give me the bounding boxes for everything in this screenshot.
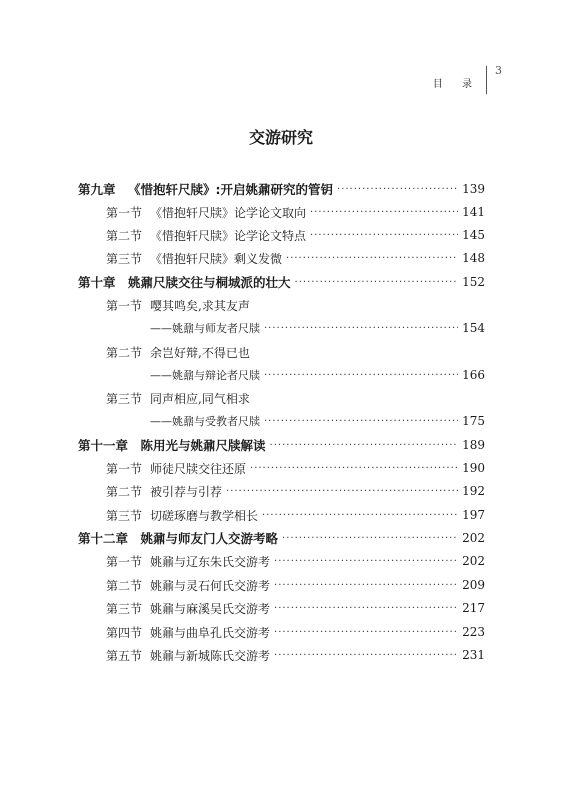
toc-entry-title: 《惜抱轩尺牍》论学论文特点 — [150, 228, 307, 243]
toc-entry-title: 师徒尺牍交往还原 — [150, 461, 247, 476]
toc-entry-label — [106, 507, 258, 524]
toc-section-entry[interactable] — [78, 482, 485, 500]
dot-leader — [310, 207, 458, 218]
toc-entry-number: 第九章 — [78, 182, 116, 197]
toc-entry-title: 姚鼐与师友门人交游考略 — [140, 531, 279, 546]
toc-entry-label — [106, 390, 250, 407]
toc-entry-number: 第一节 — [106, 205, 143, 220]
toc-chapter-entry[interactable] — [78, 273, 485, 291]
toc-entry-label — [106, 297, 250, 314]
toc-page-number: 154 — [462, 321, 485, 335]
running-header-text: 目 录 — [432, 79, 480, 90]
toc-entry-label — [150, 413, 260, 429]
toc-subtitle-entry[interactable] — [78, 366, 485, 384]
toc-entry-label — [150, 367, 260, 383]
toc-entry-label — [78, 529, 278, 547]
toc-entry-title: ——姚鼐与辩论者尺牍 — [150, 369, 260, 382]
toc-entry-title: 姚鼐与麻溪吴氏交游考 — [150, 601, 271, 616]
toc-entry-number: 第五节 — [106, 648, 143, 663]
toc-page-number: 231 — [462, 648, 485, 662]
toc-entry-title: 《惜抱轩尺牍》剩义发微 — [150, 251, 283, 266]
toc-entry-title: 嘤其鸣矣,求其友声 — [150, 298, 250, 313]
dot-leader — [295, 277, 459, 288]
toc-entry-number: 第二节 — [106, 228, 143, 243]
toc-entry-label — [106, 647, 270, 664]
dot-leader — [264, 370, 458, 381]
toc-chapter-entry[interactable] — [78, 180, 485, 198]
toc-page-number: 209 — [462, 578, 485, 592]
toc-section-entry[interactable] — [78, 506, 485, 524]
toc-entry-label — [78, 273, 291, 291]
toc-entry-label — [78, 436, 266, 454]
toc-page-number: 223 — [462, 625, 485, 639]
part-title: 交游研究 — [248, 128, 313, 147]
toc-entry-title: ——姚鼐与受教者尺牍 — [150, 415, 260, 428]
dot-leader — [226, 486, 458, 497]
dot-leader — [274, 650, 458, 661]
toc-section-entry[interactable] — [78, 599, 485, 617]
toc-entry-number: 第十一章 — [78, 438, 129, 453]
toc-entry-label — [106, 600, 270, 617]
toc-entry-label — [106, 250, 282, 267]
toc-entry-title: 切磋琢磨与教学相长 — [150, 508, 259, 523]
toc-entry-title: 《惜抱轩尺牍》论学论文取向 — [150, 205, 307, 220]
toc-entry-label — [106, 624, 270, 641]
toc-entry-number: 第三节 — [106, 251, 143, 266]
dot-leader — [282, 533, 458, 544]
toc-entry-number: 第一节 — [106, 298, 143, 313]
toc-entry-label — [106, 204, 306, 221]
toc-page-number: 217 — [462, 601, 485, 615]
toc-chapter-entry[interactable] — [78, 529, 485, 547]
dot-leader — [310, 230, 458, 241]
toc-page-number: 192 — [462, 484, 485, 498]
toc-entry-title: 姚鼐与新城陈氏交游考 — [150, 648, 271, 663]
toc-entry-label — [106, 460, 246, 477]
toc-entry-title: 余岂好辩,不得已也 — [150, 345, 250, 360]
toc-entry-title: 被引荐与引荐 — [150, 484, 223, 499]
toc-section-entry[interactable] — [78, 576, 485, 594]
toc-page-number: 141 — [462, 205, 485, 219]
dot-leader — [274, 580, 458, 591]
toc-entry-label — [106, 227, 306, 244]
toc-page-number: 148 — [462, 251, 485, 265]
toc-section-entry[interactable] — [78, 552, 485, 570]
header-divider — [486, 66, 487, 94]
toc-page-number: 152 — [462, 275, 485, 289]
toc-page-number: 166 — [462, 368, 485, 382]
dot-leader — [337, 184, 458, 195]
dot-leader — [250, 463, 458, 474]
toc-section-entry[interactable] — [78, 249, 485, 267]
toc-entry-title: 陈用光与姚鼐尺牍解读 — [140, 438, 266, 453]
toc-entry-number: 第三节 — [106, 508, 143, 523]
toc-section-entry[interactable] — [78, 459, 485, 477]
toc-section-entry[interactable] — [78, 646, 485, 664]
toc-section-entry[interactable] — [78, 623, 485, 641]
toc-entry-label — [106, 577, 270, 594]
toc-section-entry[interactable] — [78, 343, 485, 361]
page-number: 3 — [495, 64, 502, 77]
toc-entry-title: 姚鼐与灵石何氏交游考 — [150, 578, 271, 593]
toc-page-number: 190 — [462, 461, 485, 475]
toc-entry-number: 第三节 — [106, 391, 143, 406]
toc-page-number: 145 — [462, 228, 485, 242]
toc-entry-title: 姚鼐尺牍交往与桐城派的壮大 — [128, 275, 291, 290]
toc-page-number: 202 — [462, 554, 485, 568]
toc-entry-number: 第一节 — [106, 461, 143, 476]
toc-entry-number: 第二节 — [106, 578, 143, 593]
dot-leader — [286, 253, 458, 264]
toc-entry-number: 第一节 — [106, 554, 143, 569]
toc-subtitle-entry[interactable] — [78, 319, 485, 337]
toc-page-number: 197 — [462, 508, 485, 522]
dot-leader — [274, 627, 458, 638]
toc-entry-title: 《惜抱轩尺牍》:开启姚鼐研究的管钥 — [128, 182, 334, 197]
dot-leader — [270, 440, 459, 451]
toc-page-number: 139 — [462, 182, 485, 196]
dot-leader — [264, 323, 458, 334]
toc-section-entry[interactable] — [78, 203, 485, 221]
dot-leader — [264, 416, 458, 427]
toc-entry-title: 姚鼐与辽东朱氏交游考 — [150, 554, 271, 569]
dot-leader — [262, 510, 458, 521]
toc-section-entry[interactable] — [78, 226, 485, 244]
toc-entry-number: 第十二章 — [78, 531, 129, 546]
toc-entry-title: 同声相应,同气相求 — [150, 391, 250, 406]
toc-chapter-entry[interactable] — [78, 436, 485, 454]
toc-entry-title: ——姚鼐与师友者尺牍 — [150, 322, 260, 335]
toc-entry-number: 第四节 — [106, 625, 143, 640]
toc-subtitle-entry[interactable] — [78, 412, 485, 430]
toc-entry-label — [78, 180, 333, 198]
toc-entry-label — [106, 553, 270, 570]
toc-entry-label — [106, 483, 222, 500]
toc-page-number: 175 — [462, 414, 485, 428]
toc-entry-number: 第二节 — [106, 484, 143, 499]
running-header — [433, 66, 502, 94]
toc-entry-label — [150, 320, 260, 336]
toc-entry-title: 姚鼐与曲阜孔氏交游考 — [150, 625, 271, 640]
toc-entry-number: 第三节 — [106, 601, 143, 616]
toc-page-number: 189 — [462, 438, 485, 452]
toc-section-entry[interactable] — [78, 296, 485, 314]
toc-entry-number: 第二节 — [106, 345, 143, 360]
toc-page-number: 202 — [462, 531, 485, 545]
dot-leader — [274, 603, 458, 614]
toc-section-entry[interactable] — [78, 389, 485, 407]
toc-entry-label — [106, 344, 250, 361]
toc-entry-number: 第十章 — [78, 275, 116, 290]
dot-leader — [274, 556, 458, 567]
